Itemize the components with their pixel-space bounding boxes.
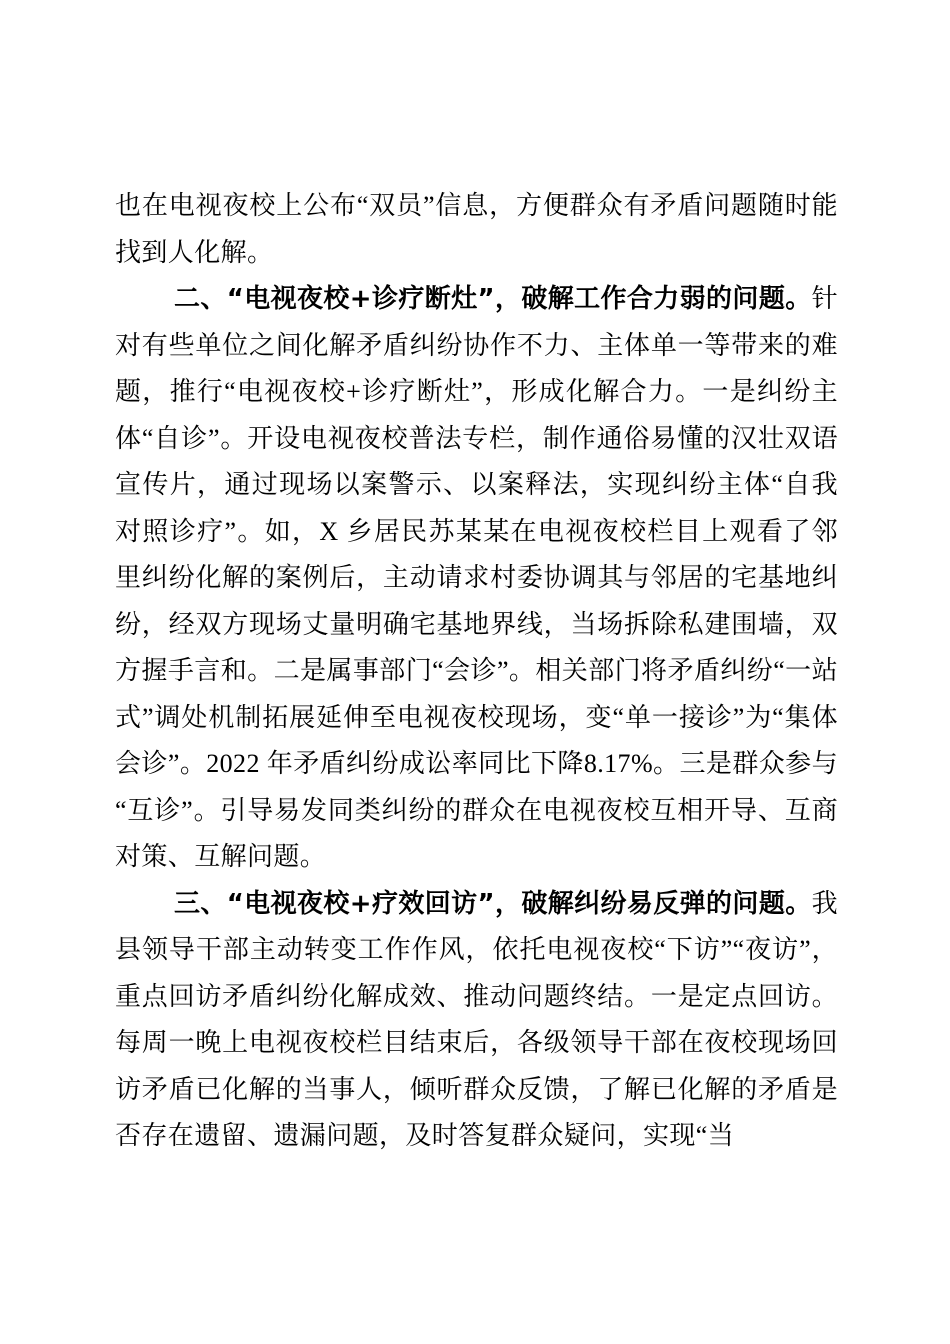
section-three-body: 我县领导干部主动转变工作作风，依托电视夜校“下访”“夜访”，重点回访矛盾纠纷化解成效、推动问题终结。一是定点回访。每周一晚上电视夜校栏目结束后，各级领导干部在夜校现场回访矛盾已化解的当事人，倾听群众反馈，了解已化解的矛盾是否存在遗留、遗漏问题，及时答复群众疑问，实现“当 bbox=[115, 888, 838, 1150]
paragraph-section-three bbox=[115, 881, 838, 1160]
section-two-heading: 二、“电视夜校+诊疗断灶”，破解工作合力弱的问题。 bbox=[174, 284, 812, 314]
section-two-body: 针对有些单位之间化解矛盾纠纷协作不力、主体单一等带来的难题，推行“电视夜校+诊疗断灶”，形成化解合力。一是纠纷主体“自诊”。开设电视夜校普法专栏，制作通俗易懂的汉壮双语宣传片，通过现场以案警示、以案释法，实现纠纷主体“自我对照诊疗”。如，X 乡居民苏某某在电视夜校栏目上观看了邻里纠纷化解的案例后，主动请求村委协调其与邻居的宅基地纠纷，经双方现场丈量明确宅基地界线，当场拆除私建围墙，双方握手言和。二是属事部门“会诊”。相关部门将矛盾纠纷“一站式”调处机制拓展延伸至电视夜校现场，变“单一接诊”为“集体会诊”。2022 年矛盾纠纷成讼率同比下降8.17%。三是群众参与“互诊”。引导易发同类纠纷的群众在电视夜校互相开导、互商对策、互解问题。 bbox=[115, 284, 838, 871]
section-three-heading: 三、“电视夜校+疗效回访”，破解纠纷易反弹的问题。 bbox=[174, 888, 812, 919]
paragraph-continuation: 也在电视夜校上公布“双员”信息，方便群众有矛盾问题随时能找到人化解。 bbox=[115, 191, 838, 267]
paragraph-section-two bbox=[115, 276, 838, 881]
